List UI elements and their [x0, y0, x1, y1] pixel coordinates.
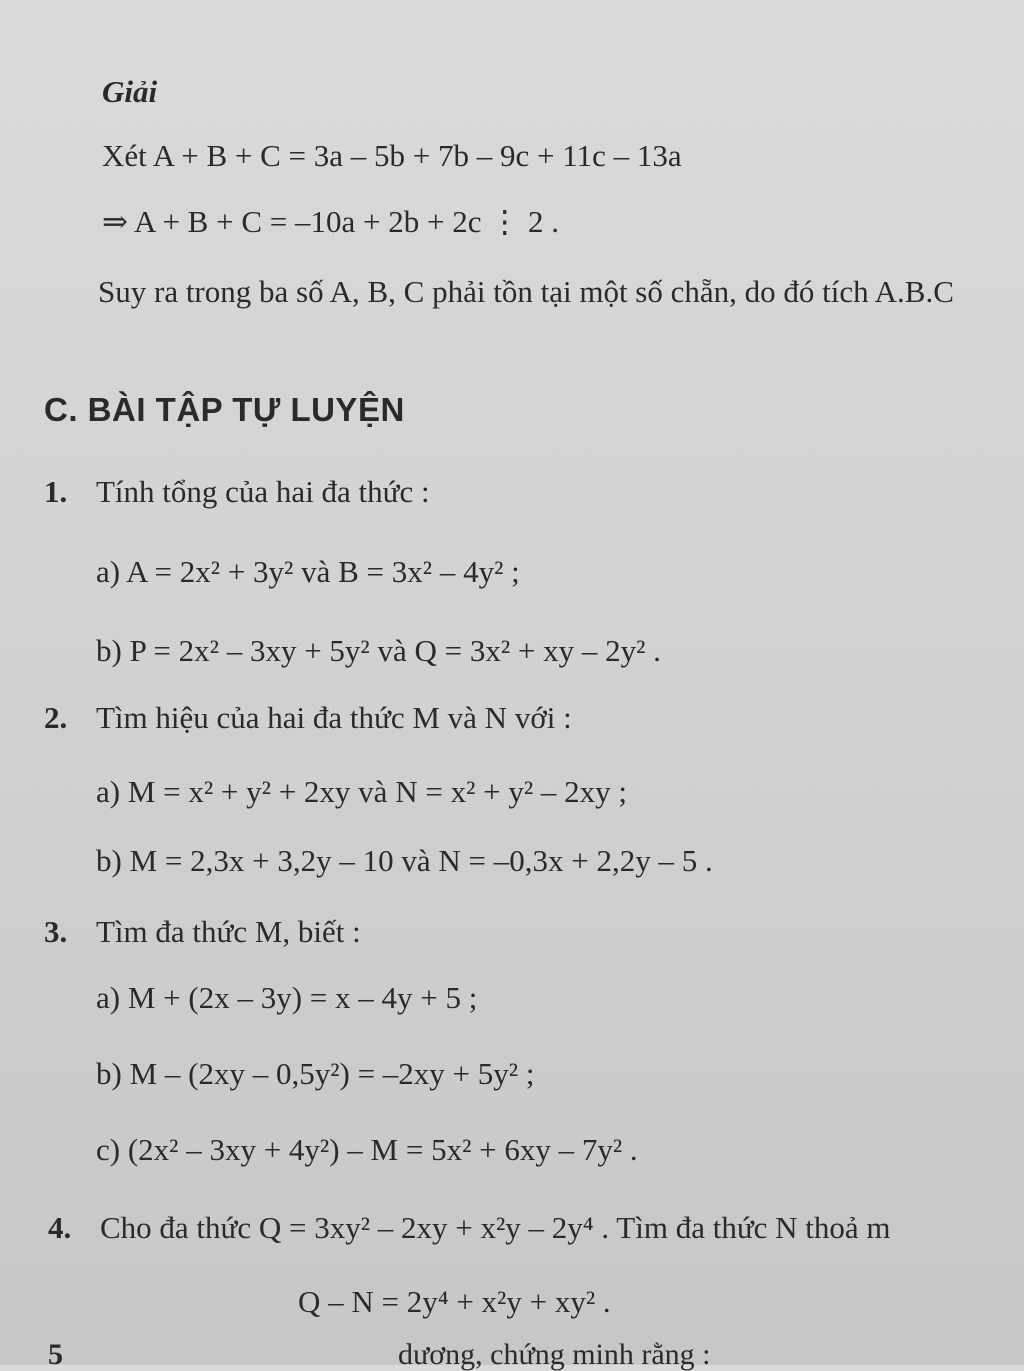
exercise-text: dương, chứng minh rằng :: [398, 1338, 711, 1371]
exercise-2-part-a: a) M = x² + y² + 2xy và N = x² + y² – 2xy ;: [96, 774, 627, 809]
exercise-1: [44, 476, 430, 507]
solution-line-3: Suy ra trong ba số A, B, C phải tồn tại một số chẵn, do đó tích A.B.C: [98, 274, 954, 309]
exercise-4-equation: Q – N = 2y⁴ + x²y + xy² .: [298, 1284, 611, 1319]
exercise-4: [48, 1212, 891, 1243]
exercise-number: 2.: [44, 700, 68, 735]
exercise-3-part-b: b) M – (2xy – 0,5y²) = –2xy + 5y² ;: [96, 1056, 535, 1091]
exercise-number: 1.: [44, 474, 68, 509]
section-title: C. BÀI TẬP TỰ LUYỆN: [44, 391, 405, 428]
exercise-text: Tìm đa thức M, biết :: [96, 914, 361, 949]
exercise-text: Tính tổng của hai đa thức :: [96, 474, 430, 509]
exercise-number: 4.: [48, 1210, 72, 1245]
exercise-1-part-b: b) P = 2x² – 3xy + 5y² và Q = 3x² + xy – 2y² .: [96, 633, 661, 668]
exercise-text: Tìm hiệu của hai đa thức M và N với :: [96, 700, 572, 735]
exercise-text: Cho đa thức Q = 3xy² – 2xy + x²y – 2y⁴ . Tìm đa thức N thoả m: [100, 1210, 891, 1245]
exercise-number: 5: [48, 1338, 63, 1371]
exercise-3-part-a: a) M + (2x – 3y) = x – 4y + 5 ;: [96, 980, 478, 1015]
exercise-3-part-c: c) (2x² – 3xy + 4y²) – M = 5x² + 6xy – 7y² .: [96, 1132, 638, 1167]
exercise-3: [44, 916, 361, 947]
exercise-2: [44, 702, 572, 733]
exercise-1-part-a: a) A = 2x² + 3y² và B = 3x² – 4y² ;: [96, 554, 520, 589]
exercise-5-partial: [48, 1340, 711, 1370]
solution-line-2: ⇒ A + B + C = –10a + 2b + 2c ⋮ 2 .: [102, 204, 559, 239]
exercise-number: 3.: [44, 914, 68, 949]
exercise-2-part-b: b) M = 2,3x + 3,2y – 10 và N = –0,3x + 2,2y – 5 .: [96, 843, 713, 878]
solution-heading: Giải: [102, 74, 158, 109]
solution-line-1: Xét A + B + C = 3a – 5b + 7b – 9c + 11c – 13a: [102, 138, 682, 173]
